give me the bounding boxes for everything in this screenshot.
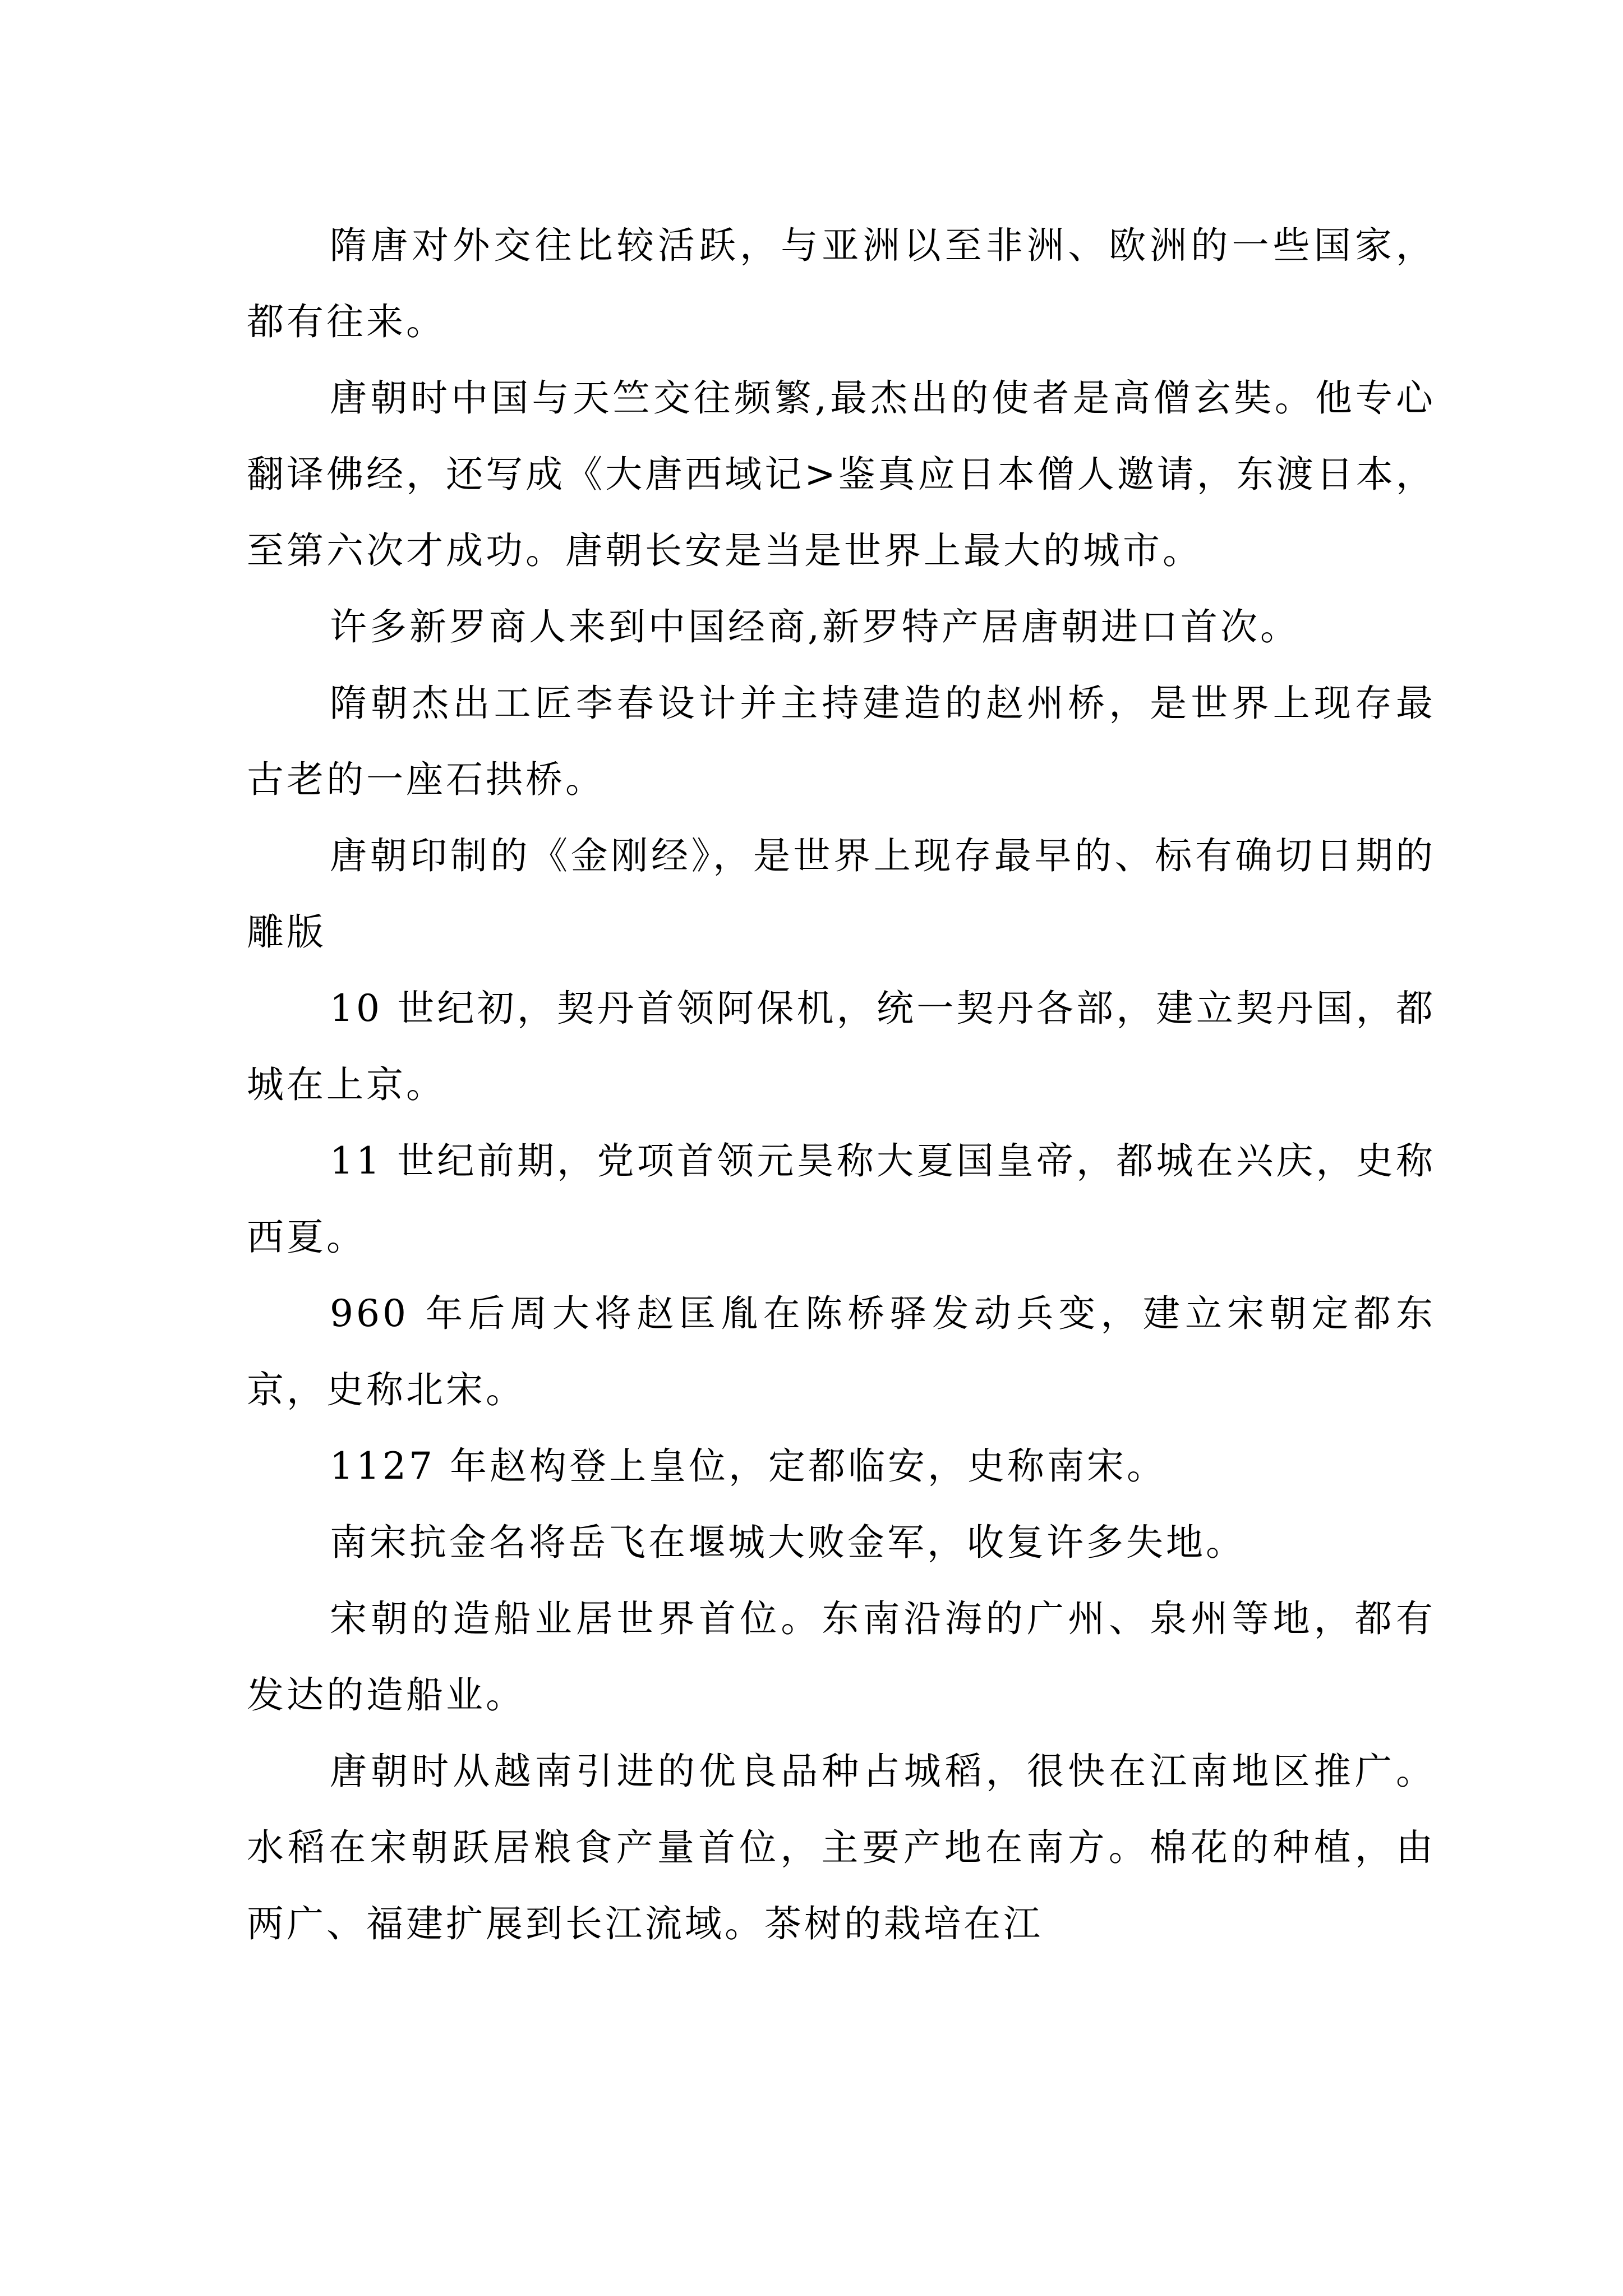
paragraph-khitan: 10 世纪初，契丹首领阿保机，统一契丹各部，建立契丹国，都城在上京。 [247, 987, 1436, 1106]
paragraph-southern-song: 1127 年赵构登上皇位，定都临安，史称南宋。 [330, 1444, 1166, 1488]
paragraph-shipbuilding: 宋朝的造船业居世界首位。东南沿海的广州、泉州等地，都有发达的造船业。 [247, 1597, 1436, 1717]
paragraph-zhaozhou-bridge: 隋朝杰出工匠李春设计并主持建造的赵州桥，是世界上现存最古老的一座石拱桥。 [247, 682, 1436, 801]
paragraph-agriculture: 唐朝时从越南引进的优良品种占城稻，很快在江南地区推广。水稻在宋朝跃居粮食产量首位，主要产地在南方。棉花的种植，由两广、福建扩展到长江流域。茶树的栽培在江 [247, 1750, 1436, 1945]
paragraph-diamond-sutra: 唐朝印制的《金刚经》，是世界上现存最早的、标有确切日期的雕版 [247, 834, 1436, 954]
paragraph-xuanzang-jianzhen: 唐朝时中国与天竺交往频繁,最杰出的使者是高僧玄奘。他专心翻译佛经，还写成《大唐西域记>鉴真应日本僧人邀请，东渡日本，至第六次才成功。唐朝长安是当是世界上最大的城市。 [247, 376, 1436, 572]
paragraph-western-xia: 11 世纪前期，党项首领元昊称大夏国皇帝，都城在兴庆，史称西夏。 [247, 1139, 1436, 1259]
paragraph-yue-fei: 南宋抗金名将岳飞在堰城大败金军，收复许多失地。 [330, 1521, 1246, 1564]
document-body [247, 208, 1436, 1962]
paragraph-northern-song: 960 年后周大将赵匡胤在陈桥驿发动兵变，建立宋朝定都东京，史称北宋。 [247, 1292, 1436, 1411]
paragraph-sui-tang-foreign-relations: 隋唐对外交往比较活跃，与亚洲以至非洲、欧洲的一些国家，都有往来。 [247, 224, 1436, 343]
paragraph-silla-merchants: 许多新罗商人来到中国经商,新罗特产居唐朝进口首次。 [330, 605, 1300, 648]
